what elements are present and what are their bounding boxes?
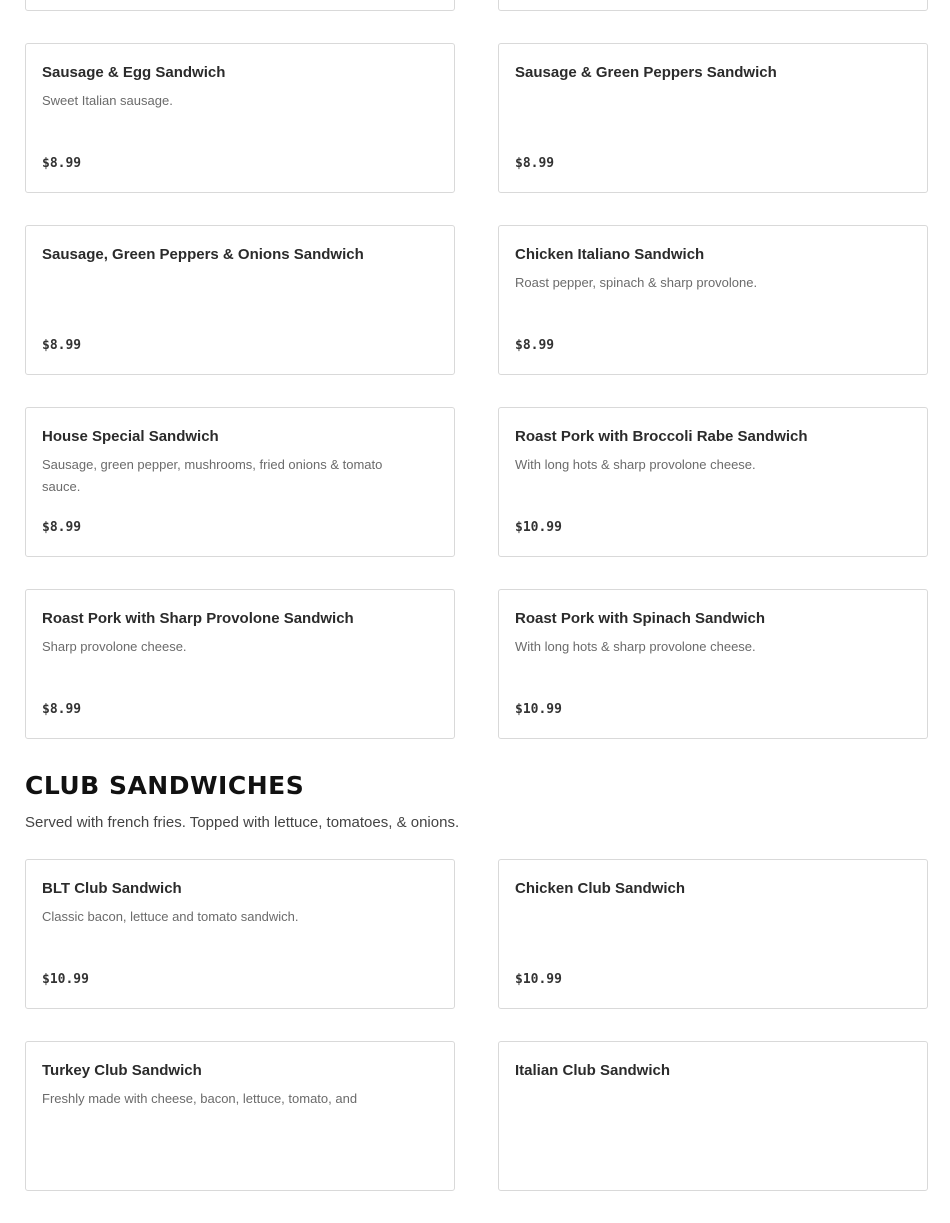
- menu-item-card[interactable]: [498, 859, 928, 1009]
- item-name: Roast Pork with Broccoli Rabe Sandwich: [515, 428, 808, 445]
- menu-item-card[interactable]: [25, 0, 455, 11]
- menu-item-card[interactable]: [25, 589, 455, 739]
- item-name: Sausage & Egg Sandwich: [42, 64, 226, 81]
- item-price: $8.99: [515, 156, 555, 171]
- item-name: Roast Pork with Sharp Provolone Sandwich: [42, 610, 354, 627]
- item-description: Sharp provolone cheese.: [42, 639, 187, 654]
- item-description: With long hots & sharp provolone cheese.: [515, 457, 756, 472]
- section-subtitle: Served with french fries. Topped with lettuce, tomatoes, & onions.: [25, 814, 460, 831]
- item-description: With long hots & sharp provolone cheese.: [515, 639, 756, 654]
- item-description: Sweet Italian sausage.: [42, 93, 173, 108]
- item-name: Turkey Club Sandwich: [42, 1062, 202, 1079]
- menu-item-card[interactable]: [25, 859, 455, 1009]
- item-price: $8.99: [515, 338, 555, 353]
- menu-item-card[interactable]: [498, 43, 928, 193]
- menu-item-card[interactable]: [498, 589, 928, 739]
- club-items-grid: [25, 859, 928, 1223]
- menu-items-grid: [25, 0, 928, 771]
- item-price: $8.99: [42, 338, 82, 353]
- item-name: House Special Sandwich: [42, 428, 219, 445]
- item-description: Freshly made with cheese, bacon, lettuce, tomato, and: [42, 1091, 358, 1106]
- item-description: Sausage, green pepper, mushrooms, fried onions & tomato sauce.: [42, 457, 383, 494]
- menu-item-card[interactable]: [498, 407, 928, 557]
- menu-item-card[interactable]: [25, 43, 455, 193]
- item-price: $10.99: [515, 972, 562, 987]
- item-name: Italian Club Sandwich: [515, 1062, 671, 1079]
- item-price: $10.99: [515, 520, 562, 535]
- item-name: Roast Pork with Spinach Sandwich: [515, 610, 766, 627]
- item-price: $8.99: [42, 702, 82, 717]
- menu-item-card[interactable]: [25, 225, 455, 375]
- menu-item-card[interactable]: [498, 225, 928, 375]
- item-name: Sausage & Green Peppers Sandwich: [515, 64, 777, 81]
- item-name: BLT Club Sandwich: [42, 880, 182, 897]
- item-description: Roast pepper, spinach & sharp provolone.: [515, 275, 758, 290]
- item-name: Chicken Club Sandwich: [515, 880, 686, 897]
- menu-item-card[interactable]: [498, 1041, 928, 1191]
- item-name: Sausage, Green Peppers & Onions Sandwich: [42, 246, 364, 263]
- item-price: $10.99: [515, 702, 562, 717]
- section-title: CLUB SANDWICHES: [25, 771, 305, 800]
- item-description: Classic bacon, lettuce and tomato sandwich.: [42, 909, 299, 924]
- item-name: Chicken Italiano Sandwich: [515, 246, 705, 263]
- menu-item-card[interactable]: [25, 407, 455, 557]
- item-price: $8.99: [42, 156, 82, 171]
- item-price: $8.99: [42, 520, 82, 535]
- item-price: $10.99: [42, 972, 89, 987]
- menu-item-card[interactable]: [25, 1041, 455, 1191]
- menu-item-card[interactable]: [498, 0, 928, 11]
